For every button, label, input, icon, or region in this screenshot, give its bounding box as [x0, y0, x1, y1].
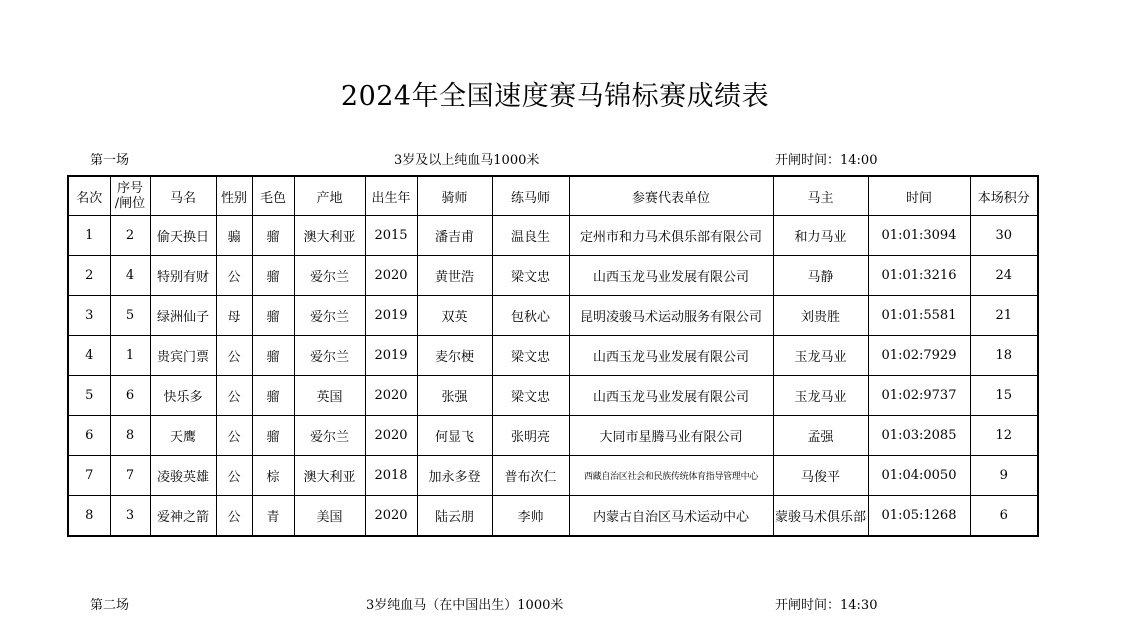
- cell-color: 棕: [252, 456, 294, 496]
- cell-origin: 英国: [294, 376, 365, 416]
- table-row: [68, 376, 1038, 416]
- race-category: 3岁纯血马（在中国出生）1000米: [366, 598, 564, 613]
- cell-origin: 爱尔兰: [294, 256, 365, 296]
- page-title: 2024年全国速度赛马锦标赛成绩表: [340, 81, 770, 112]
- cell-rank: 4: [68, 336, 110, 376]
- cell-color: 骝: [252, 336, 294, 376]
- cell-rank: 8: [68, 496, 110, 537]
- cell-origin: 爱尔兰: [294, 336, 365, 376]
- cell-gate: 4: [110, 256, 150, 296]
- race-category: 3岁及以上纯血马1000米: [394, 153, 540, 168]
- cell-jockey: 双英: [417, 296, 492, 336]
- results-table: [67, 175, 1039, 537]
- cell-color: 骝: [252, 416, 294, 456]
- cell-horse: 贵宾门票: [150, 336, 216, 376]
- table-row: [68, 336, 1038, 376]
- cell-gate: 1: [110, 336, 150, 376]
- cell-owner: 玉龙马业: [773, 336, 868, 376]
- cell-horse: 特别有财: [150, 256, 216, 296]
- cell-year: 2020: [365, 376, 417, 416]
- cell-owner: 孟强: [773, 416, 868, 456]
- header-sex: 性别: [216, 176, 252, 216]
- cell-year: 2020: [365, 496, 417, 537]
- cell-unit: 内蒙古自治区马术运动中心: [569, 496, 773, 537]
- table-header-row: [68, 176, 1038, 216]
- race-header-1: [0, 149, 1123, 167]
- table-row: [68, 416, 1038, 456]
- cell-points: 12: [970, 416, 1038, 456]
- cell-unit: 西藏自治区社会和民族传统体育指导管理中心: [569, 456, 773, 496]
- header-points: 本场积分: [970, 176, 1038, 216]
- cell-color: 骝: [252, 296, 294, 336]
- race-name: 第二场: [90, 598, 130, 613]
- cell-owner: 刘贵胜: [773, 296, 868, 336]
- table-row: [68, 216, 1038, 256]
- cell-time: 01:02:7929: [868, 336, 970, 376]
- header-gate-bottom: /闸位: [114, 196, 146, 211]
- header-color: 毛色: [252, 176, 294, 216]
- race-start-time: 开闸时间：14:00: [775, 153, 878, 168]
- cell-trainer: 梁文忠: [492, 256, 569, 296]
- cell-trainer: 温良生: [492, 216, 569, 256]
- cell-gate: 8: [110, 416, 150, 456]
- cell-year: 2020: [365, 416, 417, 456]
- cell-rank: 2: [68, 256, 110, 296]
- header-rank: 名次: [68, 176, 110, 216]
- cell-points: 6: [970, 496, 1038, 537]
- cell-horse: 绿洲仙子: [150, 296, 216, 336]
- race-name: 第一场: [90, 153, 130, 168]
- cell-time: 01:04:0050: [868, 456, 970, 496]
- cell-time: 01:02:9737: [868, 376, 970, 416]
- cell-year: 2019: [365, 336, 417, 376]
- cell-jockey: 何显飞: [417, 416, 492, 456]
- cell-points: 15: [970, 376, 1038, 416]
- cell-horse: 爱神之箭: [150, 496, 216, 537]
- header-jockey: 骑师: [417, 176, 492, 216]
- cell-trainer: 李帅: [492, 496, 569, 537]
- table-row: [68, 296, 1038, 336]
- cell-jockey: 黄世浩: [417, 256, 492, 296]
- cell-origin: 美国: [294, 496, 365, 537]
- cell-unit: 山西玉龙马业发展有限公司: [569, 256, 773, 296]
- header-gate-top: 序号: [116, 181, 143, 196]
- cell-sex: 母: [216, 296, 252, 336]
- cell-time: 01:01:3216: [868, 256, 970, 296]
- race-header-2: [0, 594, 1123, 612]
- cell-sex: 公: [216, 456, 252, 496]
- header-year: 出生年: [365, 176, 417, 216]
- cell-gate: 6: [110, 376, 150, 416]
- cell-rank: 1: [68, 216, 110, 256]
- cell-points: 30: [970, 216, 1038, 256]
- cell-gate: 3: [110, 496, 150, 537]
- cell-time: 01:01:3094: [868, 216, 970, 256]
- table-body: [68, 216, 1038, 537]
- cell-time: 01:05:1268: [868, 496, 970, 537]
- cell-unit: 山西玉龙马业发展有限公司: [569, 376, 773, 416]
- cell-time: 01:03:2085: [868, 416, 970, 456]
- cell-points: 24: [970, 256, 1038, 296]
- header-horse: 马名: [150, 176, 216, 216]
- cell-points: 21: [970, 296, 1038, 336]
- table-row: [68, 456, 1038, 496]
- cell-owner: 马静: [773, 256, 868, 296]
- cell-jockey: 潘吉甫: [417, 216, 492, 256]
- cell-rank: 6: [68, 416, 110, 456]
- cell-gate: 2: [110, 216, 150, 256]
- cell-color: 骝: [252, 376, 294, 416]
- cell-year: 2015: [365, 216, 417, 256]
- cell-trainer: 梁文忠: [492, 336, 569, 376]
- header-gate: [110, 176, 150, 216]
- cell-gate: 5: [110, 296, 150, 336]
- cell-unit: 大同市星腾马业有限公司: [569, 416, 773, 456]
- header-owner: 马主: [773, 176, 868, 216]
- cell-jockey: 麦尔梗: [417, 336, 492, 376]
- cell-owner: 玉龙马业: [773, 376, 868, 416]
- cell-owner: 马俊平: [773, 456, 868, 496]
- cell-jockey: 加永多登: [417, 456, 492, 496]
- cell-time: 01:01:5581: [868, 296, 970, 336]
- header-unit: 参赛代表单位: [569, 176, 773, 216]
- cell-sex: 骟: [216, 216, 252, 256]
- header-time: 时间: [868, 176, 970, 216]
- cell-trainer: 普布次仁: [492, 456, 569, 496]
- cell-color: 青: [252, 496, 294, 537]
- cell-rank: 3: [68, 296, 110, 336]
- cell-jockey: 张强: [417, 376, 492, 416]
- table-row: [68, 496, 1038, 537]
- cell-sex: 公: [216, 376, 252, 416]
- table-row: [68, 256, 1038, 296]
- cell-sex: 公: [216, 336, 252, 376]
- cell-horse: 天鹰: [150, 416, 216, 456]
- cell-trainer: 梁文忠: [492, 376, 569, 416]
- cell-horse: 偷天换日: [150, 216, 216, 256]
- cell-sex: 公: [216, 416, 252, 456]
- cell-owner: 和力马业: [773, 216, 868, 256]
- header-origin: 产地: [294, 176, 365, 216]
- cell-points: 9: [970, 456, 1038, 496]
- cell-trainer: 张明亮: [492, 416, 569, 456]
- cell-trainer: 包秋心: [492, 296, 569, 336]
- cell-origin: 澳大利亚: [294, 456, 365, 496]
- cell-rank: 7: [68, 456, 110, 496]
- cell-sex: 公: [216, 496, 252, 537]
- header-trainer: 练马师: [492, 176, 569, 216]
- cell-origin: 爱尔兰: [294, 296, 365, 336]
- cell-jockey: 陆云朋: [417, 496, 492, 537]
- cell-unit: 昆明凌骏马术运动服务有限公司: [569, 296, 773, 336]
- cell-unit: 山西玉龙马业发展有限公司: [569, 336, 773, 376]
- race-start-time: 开闸时间：14:30: [775, 598, 878, 613]
- cell-gate: 7: [110, 456, 150, 496]
- cell-year: 2018: [365, 456, 417, 496]
- cell-color: 骝: [252, 256, 294, 296]
- cell-horse: 凌骏英雄: [150, 456, 216, 496]
- cell-unit: 定州市和力马术俱乐部有限公司: [569, 216, 773, 256]
- cell-owner: 蒙骏马术俱乐部: [773, 496, 868, 537]
- cell-points: 18: [970, 336, 1038, 376]
- cell-color: 骝: [252, 216, 294, 256]
- cell-horse: 快乐多: [150, 376, 216, 416]
- cell-origin: 爱尔兰: [294, 416, 365, 456]
- cell-sex: 公: [216, 256, 252, 296]
- cell-year: 2019: [365, 296, 417, 336]
- cell-rank: 5: [68, 376, 110, 416]
- cell-origin: 澳大利亚: [294, 216, 365, 256]
- cell-year: 2020: [365, 256, 417, 296]
